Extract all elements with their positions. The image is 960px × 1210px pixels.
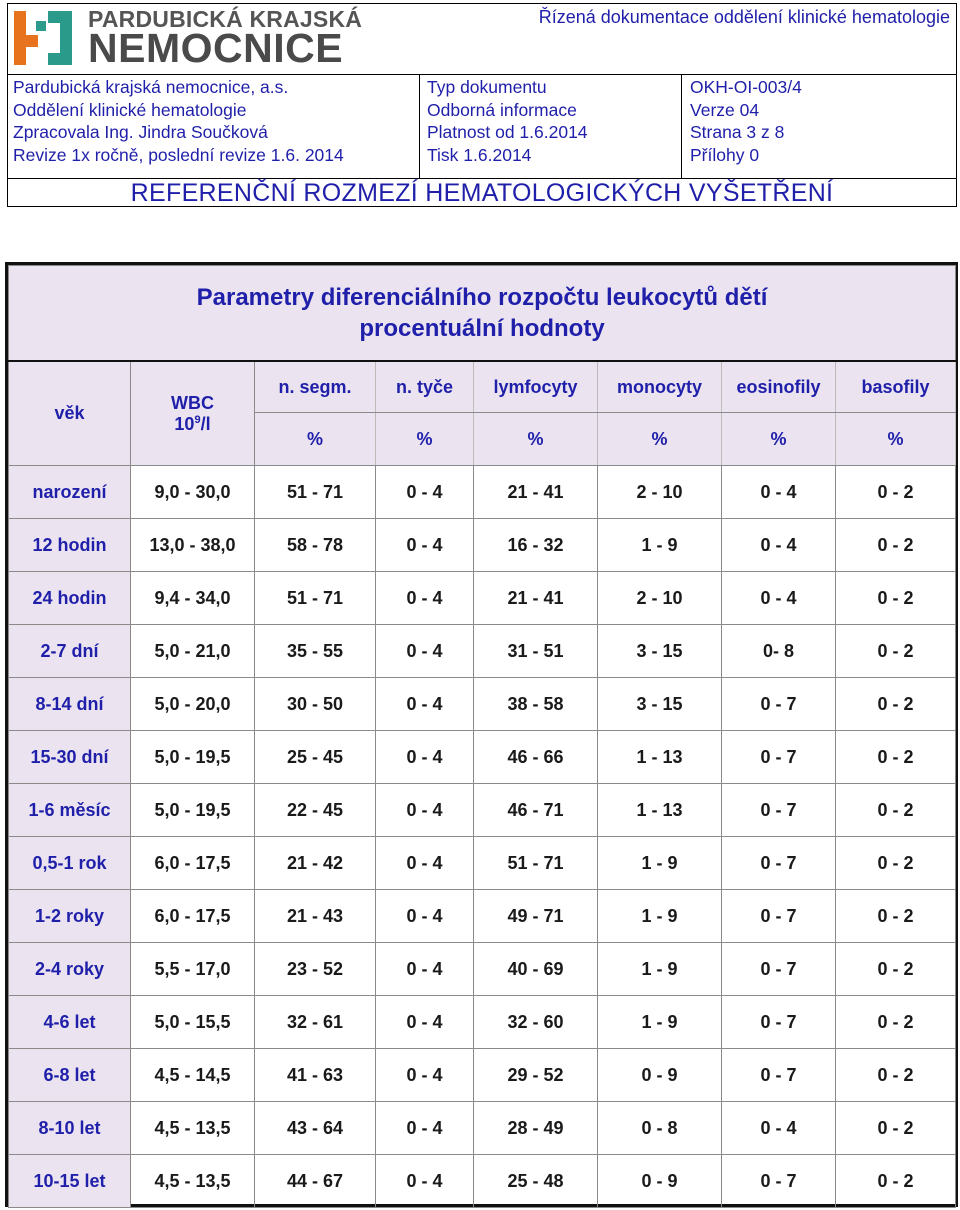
doctype-label: Typ dokumentu [427,77,547,97]
cell-age: 8-14 dní [9,678,131,731]
cell-wbc: 6,0 - 17,5 [131,837,255,890]
cell-basophils: 0 - 2 [836,784,956,837]
cell-segmented: 51 - 71 [255,466,376,519]
doctype-print-date: Tisk 1.6.2014 [427,144,532,165]
cell-band: 0 - 4 [376,1102,474,1155]
cell-segmented: 21 - 42 [255,837,376,890]
cell-monocytes: 1 - 9 [598,943,722,996]
cell-lymphocytes: 40 - 69 [474,943,598,996]
logo-text-line2: NEMOCNICE [88,25,344,71]
document-system-label: Řízená dokumentace oddělení klinické hematologie [538,7,950,27]
cell-lymphocytes: 46 - 71 [474,784,598,837]
wbc-unit: $10^9/l$ [174,413,211,434]
cell-lymphocytes: 16 - 32 [474,519,598,572]
cell-wbc: 6,0 - 17,5 [131,890,255,943]
org-department: Oddělení klinické hematologie [13,99,247,120]
cell-lymphocytes: 46 - 66 [474,731,598,784]
cell-basophils: 0 - 2 [836,1049,956,1102]
unit-monocytes: % [598,413,722,466]
cell-age: 1-2 roky [9,890,131,943]
document-id-info [682,74,958,178]
table-row [9,625,956,678]
cell-segmented: 23 - 52 [255,943,376,996]
cell-wbc: 13,0 - 38,0 [131,519,255,572]
cell-segmented: 32 - 61 [255,996,376,1049]
cell-segmented: 22 - 45 [255,784,376,837]
cell-wbc: 9,0 - 30,0 [131,466,255,519]
table-row [9,678,956,731]
cell-wbc: 5,0 - 21,0 [131,625,255,678]
cell-segmented: 30 - 50 [255,678,376,731]
cell-band: 0 - 4 [376,784,474,837]
table-title [9,266,956,362]
cell-age: 15-30 dní [9,731,131,784]
org-name: Pardubická krajská nemocnice, a.s. [13,77,289,97]
col-header-basophils: basofily [836,361,956,413]
cell-basophils: 0 - 2 [836,996,956,1049]
table-row [9,466,956,519]
cell-age: 12 hodin [9,519,131,572]
cell-monocytes: 1 - 13 [598,784,722,837]
cell-lymphocytes: 49 - 71 [474,890,598,943]
header-info-band [8,74,956,179]
cell-lymphocytes: 31 - 51 [474,625,598,678]
table-title-line2: procentuální hodnoty [359,315,605,342]
hospital-logo-icon [10,7,76,69]
cell-basophils: 0 - 2 [836,890,956,943]
cell-monocytes: 3 - 15 [598,678,722,731]
cell-eosinophils: 0 - 4 [722,519,836,572]
doc-version: Verze 04 [690,99,760,120]
cell-wbc: 4,5 - 13,5 [131,1102,255,1155]
unit-eosinophils: % [722,413,836,466]
cell-eosinophils: 0 - 7 [722,1049,836,1102]
cell-wbc: 4,5 - 14,5 [131,1049,255,1102]
cell-lymphocytes: 21 - 41 [474,572,598,625]
cell-monocytes: 2 - 10 [598,572,722,625]
cell-band: 0 - 4 [376,519,474,572]
cell-wbc: 5,5 - 17,0 [131,943,255,996]
logo-text-line1: PARDUBICKÁ KRAJSKÁ [88,6,363,32]
cell-band: 0 - 4 [376,625,474,678]
cell-monocytes: 1 - 9 [598,996,722,1049]
cell-monocytes: 1 - 9 [598,890,722,943]
cell-basophils: 0 - 2 [836,1155,956,1208]
table-row [9,572,956,625]
reference-range-table [5,262,958,1207]
cell-monocytes: 3 - 15 [598,625,722,678]
cell-segmented: 25 - 45 [255,731,376,784]
document-title: REFERENČNÍ ROZMEZÍ HEMATOLOGICKÝCH VYŠETŘENÍ [130,179,834,207]
cell-eosinophils: 0 - 7 [722,996,836,1049]
cell-band: 0 - 4 [376,996,474,1049]
cell-band: 0 - 4 [376,837,474,890]
cell-eosinophils: 0 - 4 [722,572,836,625]
cell-wbc: 5,0 - 20,0 [131,678,255,731]
cell-basophils: 0 - 2 [836,466,956,519]
col-header-eosinophils: eosinofily [722,361,836,413]
cell-eosinophils: 0 - 4 [722,466,836,519]
document-header [7,3,957,207]
cell-age: 8-10 let [9,1102,131,1155]
cell-band: 0 - 4 [376,943,474,996]
cell-basophils: 0 - 2 [836,572,956,625]
cell-monocytes: 1 - 13 [598,731,722,784]
doc-page-number: Strana 3 z 8 [690,122,785,142]
unit-lymphocytes: % [474,413,598,466]
doc-code: OKH-OI-003/4 [690,77,802,97]
wbc-label: WBC [171,392,214,413]
cell-age: 6-8 let [9,1049,131,1102]
cell-age: 10-15 let [9,1155,131,1208]
cell-wbc: 5,0 - 19,5 [131,784,255,837]
cell-basophils: 0 - 2 [836,943,956,996]
cell-lymphocytes: 51 - 71 [474,837,598,890]
cell-basophils: 0 - 2 [836,731,956,784]
cell-eosinophils: 0 - 7 [722,678,836,731]
table-body [9,466,956,1208]
cell-monocytes: 1 - 9 [598,837,722,890]
cell-monocytes: 0 - 8 [598,1102,722,1155]
cell-lymphocytes: 29 - 52 [474,1049,598,1102]
cell-band: 0 - 4 [376,890,474,943]
cell-basophils: 0 - 2 [836,837,956,890]
cell-segmented: 21 - 43 [255,890,376,943]
table-row [9,943,956,996]
cell-age: 1-6 měsíc [9,784,131,837]
cell-wbc: 5,0 - 15,5 [131,996,255,1049]
cell-monocytes: 0 - 9 [598,1049,722,1102]
table-row [9,1049,956,1102]
table-row [9,996,956,1049]
cell-eosinophils: 0 - 7 [722,784,836,837]
cell-band: 0 - 4 [376,1155,474,1208]
unit-band: % [376,413,474,466]
table-row [9,837,956,890]
cell-eosinophils: 0 - 7 [722,890,836,943]
cell-age: 24 hodin [9,572,131,625]
cell-wbc: 5,0 - 19,5 [131,731,255,784]
cell-segmented: 44 - 67 [255,1155,376,1208]
cell-band: 0 - 4 [376,466,474,519]
cell-basophils: 0 - 2 [836,678,956,731]
cell-eosinophils: 0 - 7 [722,1155,836,1208]
cell-monocytes: 1 - 9 [598,519,722,572]
cell-segmented: 41 - 63 [255,1049,376,1102]
cell-age: 2-7 dní [9,625,131,678]
doc-attachments: Přílohy 0 [690,144,760,165]
cell-monocytes: 2 - 10 [598,466,722,519]
document-type-info [420,74,682,178]
unit-basophils: % [836,413,956,466]
cell-segmented: 35 - 55 [255,625,376,678]
cell-eosinophils: 0 - 4 [722,1102,836,1155]
cell-eosinophils: 0 - 7 [722,837,836,890]
cell-age: narození [9,466,131,519]
unit-segmented: % [255,413,376,466]
cell-lymphocytes: 32 - 60 [474,996,598,1049]
cell-segmented: 43 - 64 [255,1102,376,1155]
leukocyte-differential-table [8,265,956,1208]
col-header-segmented: n. segm. [255,361,376,413]
table-row [9,1102,956,1155]
col-header-wbc [131,361,255,466]
cell-lymphocytes: 28 - 49 [474,1102,598,1155]
table-row [9,731,956,784]
cell-lymphocytes: 38 - 58 [474,678,598,731]
cell-basophils: 0 - 2 [836,1102,956,1155]
cell-segmented: 58 - 78 [255,519,376,572]
cell-eosinophils: 0 - 7 [722,943,836,996]
cell-age: 4-6 let [9,996,131,1049]
col-header-age: věk [9,361,131,466]
cell-band: 0 - 4 [376,731,474,784]
cell-wbc: 4,5 - 13,5 [131,1155,255,1208]
table-row [9,784,956,837]
column-header-row [9,361,956,413]
header-top-band [8,4,956,75]
cell-lymphocytes: 21 - 41 [474,466,598,519]
table-row [9,519,956,572]
org-author: Zpracovala Ing. Jindra Součková [13,122,268,142]
cell-wbc: 9,4 - 34,0 [131,572,255,625]
col-header-monocytes: monocyty [598,361,722,413]
col-header-lymphocytes: lymfocyty [474,361,598,413]
doctype-valid-from: Platnost od 1.6.2014 [427,122,588,142]
cell-basophils: 0 - 2 [836,625,956,678]
cell-lymphocytes: 25 - 48 [474,1155,598,1208]
doctype-value: Odborná informace [427,99,577,120]
cell-monocytes: 0 - 9 [598,1155,722,1208]
table-row [9,1155,956,1208]
cell-age: 2-4 roky [9,943,131,996]
table-row [9,890,956,943]
cell-band: 0 - 4 [376,678,474,731]
col-header-band: n. tyče [376,361,474,413]
cell-age: 0,5-1 rok [9,837,131,890]
org-revision: Revize 1x ročně, poslední revize 1.6. 2014 [13,144,344,165]
cell-band: 0 - 4 [376,572,474,625]
table-title-line1: Parametry diferenciálního rozpočtu leukocytů dětí [196,284,768,311]
cell-eosinophils: 0- 8 [722,625,836,678]
cell-band: 0 - 4 [376,1049,474,1102]
cell-eosinophils: 0 - 7 [722,731,836,784]
cell-basophils: 0 - 2 [836,519,956,572]
organization-info [8,74,420,178]
cell-segmented: 51 - 71 [255,572,376,625]
